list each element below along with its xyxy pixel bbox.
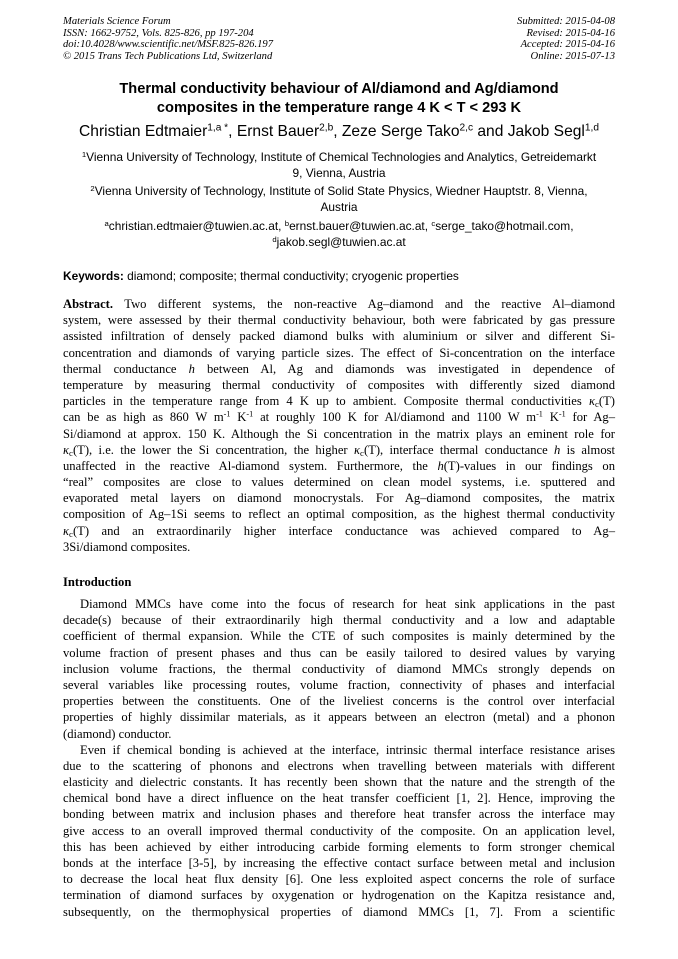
email-mark: b [284,218,290,228]
affiliation-2 [63,184,615,215]
abstract-line: 3Si/diamond composites. [63,539,191,554]
keywords [63,268,615,284]
paragraph-line: several variables like processing routes, volume fraction, connectivity of phases and interfacial [63,677,615,692]
section-heading: Introduction [63,575,132,589]
paper-title [63,80,615,118]
paragraph-line: properties between the constituents. One of the liveliest concerns is the control over interfacial [63,694,615,709]
affiliation-1 [63,150,615,181]
abstract-line: assisted infiltration of densely packed diamond bulks with aluminium or silver and different Si- [63,329,615,344]
paragraph-line: to decrease the local heat flux density [6]. One less exploited aspect concerns the role of surface [63,872,615,887]
journal-issn: ISSN: 1662-9752, Vols. 825-826, pp 197-204 [63,27,254,39]
abstract-line: “real” composites are close to values determined on clean model systems, i.e. sputtered and [63,475,615,490]
paragraph-line: decade(s) because of their extraordinarily high thermal conductivity and a low and adaptable [63,613,615,628]
author-affiliation-mark: 2,b [319,122,334,134]
journal-header [63,16,273,62]
author-name: Jakob Segl [507,123,585,140]
paragraph-line: volume fraction of present phases and thus can be easily tailored to desired values by varying [63,645,615,660]
paragraph-line: inclusion volume fractions, the thermal conductivity of diamond MMCs strongly depends on [63,661,615,676]
journal-name: Materials Science Forum [63,16,171,27]
paragraph-line: properties of highly dissimilar materials, as it appears between an electron (metal) and a phonon [63,710,615,725]
author-emails [63,219,615,250]
paragraph-line: bonds at the interface [3-5], by increasing the effective contact surface between metal and inclusion [63,856,615,870]
keywords-label: Keywords: [63,269,124,283]
author-name: Zeze Serge Tako [341,123,460,140]
date-online: Online: 2015-07-13 [530,50,615,62]
abstract-line: evaporated metal layers on diamond monocrystals. For Ag–diamond composites, the matrix [63,491,615,506]
abstract-line: thermal conductance h between Al, Ag and diamonds was investigated in dependence of [63,361,615,376]
paragraph-line: coefficient of thermal expansion. While the CTE of such composites is mainly determined by the [63,629,615,644]
paragraph-line: Diamond MMCs have come into the focus of research for heat sink applications in the past [80,597,615,611]
author-name: Christian Edtmaier [79,123,208,140]
author-affiliation-mark: 1,a * [207,122,229,134]
abstract-line: particles in the temperature range from 4 K up to ambient. Composite thermal conductivities $\kappa_c(T)$ [63,394,615,410]
title-line-1: Thermal conductivity behaviour of Al/diamond and Ag/diamond [119,81,559,97]
dates-header [517,16,615,62]
paragraph-line: elasticity and dielectric constants. It has recently been shown that the nature and the strength of the [63,775,615,790]
paragraph-line: due to the scattering of phonons and electrons when travelling between materials with different [63,758,615,773]
paragraph-line: Even if chemical bonding is achieved at the interface, intrinsic thermal interface resistance arises [80,742,615,757]
email-address: jakob.segl@tuwien.ac.at [276,234,406,249]
affiliation-text: Vienna University of Technology, Institute of Chemical Technologies and Analytics, Getreidemarkt [86,150,597,164]
affiliation-text: Austria [320,199,358,214]
abstract-line: can be as high as 860 W $m^{-1}$ $K^{-1}$ at roughly 100 K for Al/diamond and 1100 W $m^{-1}$ $K^{-1}$ for Ag– [63,409,616,425]
email-mark: d [272,234,277,244]
affiliation-text: Vienna University of Technology, Institute of Solid State Physics, Wiedner Hauptstr. 8, Vienna, [94,184,588,198]
affiliation-mark: 1 [81,149,87,159]
affiliation-mark: 2 [90,183,95,193]
paragraph-line: bonding between matrix and inclusion phases and therefore heat transfer across the interface may [63,807,615,822]
author-name: Ernst Bauer [236,123,320,140]
paragraph-line: chemical bond have a direct influence on the heat transfer coefficient [1, 2]. Hence, improving the [63,791,615,806]
abstract-line: system, were assessed by their thermal conductivity behaviour, both were fabricated by gas pressure [63,313,615,328]
paragraph-line: this has been achieved by either introducing carbide forming elements to form stronger chemical [63,839,615,854]
abstract-line: composition of Ag–1Si seems to reflect an optimal composition, as the highest thermal conductivity [63,507,615,522]
abstract-line: $\kappa_c(T)$ and an extraordinarily higher interface conductance was achieved compared to Ag– [63,523,615,539]
email-address: serge_tako@hotmail.com, [435,219,574,233]
introduction-body [63,596,615,920]
email-address: christian.edtmaier@tuwien.ac.at, [108,219,285,233]
title-line-2: composites in the temperature range 4 K < T < 293 K [156,100,522,116]
paragraph-line: termination of diamond surfaces by oxygenation or hydrogenation on the Kapitza resistance and, [63,888,615,903]
date-revised: Revised: 2015-04-16 [526,27,615,39]
abstract-label: Abstract. [63,297,114,311]
affiliation-text: 9, Vienna, Austria [292,165,386,180]
keywords-text: diamond; composite; thermal conductivity; cryogenic properties [123,269,459,283]
date-accepted: Accepted: 2015-04-16 [520,39,615,51]
author-separator: , [228,123,237,140]
abstract-line: $\kappa_c(T)$, i.e. the lower the Si concentration, the higher $\kappa_c(T)$, interface thermal conductance h is almost [63,442,616,458]
author-list [40,122,638,142]
author-separator: , [333,123,342,140]
paragraph-line: (diamond) conductor. [63,726,172,741]
abstract [63,296,615,555]
email-mark: a [104,218,109,228]
email-mark: c [431,218,436,228]
abstract-line: concentration and diamonds of varying particle sizes. The effect of Si-concentration on the interface [63,345,615,360]
abstract-line: unaffected in the reactive Al-diamond system. Furthermore, the h(T)-values in our findings on [63,458,615,473]
abstract-line: Abstract. Two different systems, the non-reactive Ag–diamond and the reactive Al–diamond [63,297,615,311]
paragraph-line: subsequently, on the thermophysical properties of diamond MMCs [1, 7]. From a scientific [63,904,615,919]
email-address: ernst.bauer@tuwien.ac.at, [289,219,432,233]
paragraph-line: give access to an overall improved thermal conductivity of the composite. On an application level, [63,823,615,838]
author-affiliation-mark: 2,c [459,122,474,134]
author-affiliation-mark: 1,d [584,122,599,134]
journal-copyright: © 2015 Trans Tech Publications Ltd, Switzerland [63,50,273,62]
abstract-line: Si/diamond at approx. 150 K. Although the Si concentration in the matrix plays an eminent role for [63,426,615,441]
abstract-line: temperature by measuring thermal conductivity of composites with differently sized diamond [63,377,615,392]
journal-doi: doi:10.4028/www.scientific.net/MSF.825-826.197 [63,39,273,51]
author-separator: and [473,123,508,140]
date-submitted: Submitted: 2015-04-08 [517,16,615,27]
